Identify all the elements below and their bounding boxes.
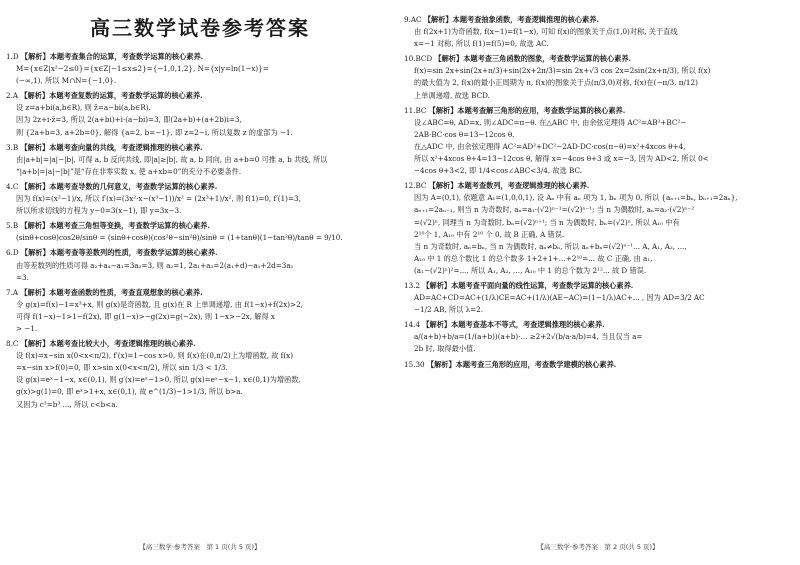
answer-item (404, 53, 792, 101)
answer-number: 2. (6, 91, 13, 101)
answer-item (6, 142, 394, 178)
answer-item-head (6, 287, 394, 299)
answer-item-head (404, 359, 792, 371)
answer-number: 4. (6, 181, 13, 191)
solution-line: 上单调递增, 故选 BCD. (414, 90, 490, 100)
solution-line: (sinθ+cosθ)cos2θ/sinθ = (sinθ+cosθ)(cos²θ−sin²θ)/sinθ = (1+tanθ)(1−tan²θ)/tanθ = 9/10. (16, 233, 343, 243)
solution-line: x=−1 对称, 所以 f(1)=f(5)=0, 故选 AC. (414, 39, 549, 49)
answer-number: 11. (404, 105, 416, 115)
answer-item-head (6, 181, 394, 193)
analysis-summary: 本题考查函数的性质，考查直观想象的核心素养. (49, 287, 203, 297)
analysis-tag: 【解析】 (422, 320, 452, 330)
answer-item-head (404, 280, 792, 292)
answer-number: 6. (6, 248, 13, 258)
solution-line: 因为 f(x)=(x²−1)/x, 所以 f′(x)=(3x²·x−(x³−1))/x² = (2x³+1)/x², 则 f(1)=0, f′(1)=3, (16, 194, 301, 204)
answer-item (404, 105, 792, 178)
solution-line: 在△ADC 中, 由余弦定理得 AC²=AD²+DC²−2AD·DC·cos(π−θ)=x²+4xcos θ+4, (414, 141, 686, 151)
solution-line: 设 z=a+bi(a,b∈R), 则 z̄=a−bi(a,b∈R). (16, 103, 151, 113)
footer-left: 【高三数学·参考答案 第 1 页(共 5 页)】 (139, 543, 261, 551)
analysis-tag: 【解析】 (20, 248, 50, 258)
answer-item (6, 247, 394, 283)
answer-choice: D (12, 52, 19, 61)
answer-item-head (6, 338, 394, 350)
analysis-tag: 【解析】 (20, 339, 50, 349)
analysis-tag: 【解析】 (20, 181, 50, 191)
right-answer-list (404, 14, 792, 371)
answer-choice: C (12, 181, 19, 191)
solution-line: 2AB·BC·cos θ=13−12cos θ. (414, 129, 515, 139)
solution-line: M={x∈Z|x²−2≤0}={x∈Z|−1≤x≤2}={−1,0,1,2}, N={x|y=ln(1−x)}= (16, 64, 269, 74)
solution-line: f(x)=sin 2x+sin(2x+π/3)+sin(2x+2π/3)=sin 2x+√3 cos 2x=2sin(2x+π/3), 所以 f(x) (414, 66, 711, 76)
solution-line: 可得 f(1−x)−1>1−f(2x), 即 g(1−x)>−g(2x)=g(−2x), 则 1−x>−2x, 解得 x (16, 311, 275, 321)
solution-line: 又因为 c³=b³ ..., 所以 c<b<a. (16, 399, 118, 409)
answer-item (6, 90, 394, 138)
answer-item-head (6, 142, 394, 154)
analysis-summary: 本题考查三角形的应用，考查数学建模的核心素养. (455, 359, 617, 369)
solution-line: (a₁−(√2)ⁿ)²=..., 所以 A₁, A₂, …, A₁₀ 中 1 的总个数为 2¹²... 故 D 错误. (414, 265, 647, 275)
analysis-summary: 本题考查解三角形的应用，考查数学运算的核心素养. (457, 105, 626, 115)
analysis-summary: 本题考查平面向量的线性运算，考查数学运算的核心素养. (451, 280, 634, 290)
analysis-tag: 【解析】 (434, 54, 464, 64)
answer-item (404, 280, 792, 316)
solution-line: 令 g(x)=f(x)−1=x³+x, 则 g(x)是奇函数, 且 g(x)在 R 上单调递增, 由 f(1−x)+f(2x)>2, (16, 299, 303, 309)
solution-line: 2b 时, 取得最小值. (414, 344, 476, 354)
answer-item (404, 359, 792, 371)
answer-item-head (404, 14, 792, 26)
solution-line: AD=AC+CD=AC+(1/λ)CE=AC+(1/λ)(AE−AC)=(1−1/λ)AC+... , 因为 AD=3/2 AC (414, 293, 705, 303)
solution-line: −1/2 AB, 所以 λ=2. (414, 305, 484, 315)
solution-line: 因为 2z+i·z̄=3, 所以 2(a+bi)+i·(a−bi)=3, 即(2a+b)+(a+2b)i=3, (16, 115, 242, 125)
analysis-summary: 本题考查抽象函数，考查逻辑推理的核心素养. (452, 15, 599, 24)
analysis-summary: 本题考查三角函数的图象，考查数学运算的核心素养. (463, 54, 632, 64)
answer-choice: AC (410, 15, 422, 24)
answer-number: 1. (6, 52, 13, 61)
solution-line: a/(a+b)+b/a=(1/(a+b))(a+b)·... ≥2+2√(b/a·a/b)=4, 当且仅当 a= (414, 332, 643, 342)
answer-choice: B (12, 142, 19, 152)
solution-line: aₙ₊₁=2aₙ₋₁, 则当 n 为奇数时, aₙ=a₁·(√2)ⁿ⁻¹=(√2)ⁿ⁻¹; 当 n 为偶数时, aₙ=a₂·(√2)ⁿ⁻² (414, 205, 695, 215)
answer-choice: C (12, 339, 19, 349)
solution-line: 由|a+b|=|a|−|b|, 可得 a, b 反向共线, 即|a|≥|b|, 故 a, b 同向, 由 a+b=0 可推 a, b 共线, 所以 (16, 154, 328, 164)
answer-item (6, 181, 394, 217)
solution-line: 由 f(2x+1)为奇函数, f(x−1)=f(1−x), 可知 f(x)的图象关于点(1,0)对称, 关于直线 (414, 27, 678, 37)
solution-line: 则 {2a+b=3, a+2b=0}, 解得 {a=2, b=−1}, 即 z=2−i, 所以复数 z 的虚部为 −1. (16, 127, 293, 137)
analysis-tag: 【解析】 (426, 359, 456, 369)
answer-item-head (404, 105, 792, 117)
answer-item (6, 338, 394, 411)
answer-number: 10. (404, 54, 416, 64)
answer-choice: BCD (415, 54, 433, 64)
answer-item-head (6, 90, 394, 102)
answer-number: 15. (404, 359, 416, 369)
analysis-summary: 本题考查导数的几何意义，考查数学运算的核心素养. (49, 181, 218, 191)
analysis-summary: 本题考查向量的共线，考查逻辑推理的核心素养. (49, 142, 203, 152)
answer-item (6, 220, 394, 244)
answer-number: 3. (6, 142, 13, 152)
solution-line: 的最大值为 2, f(x)的最小正周期为 π, f(x)的图象关于点(π/3,0)对称, f(x)在(−π/3, π/12) (414, 78, 698, 88)
answer-choice: 30 (415, 359, 425, 369)
answer-choice: D (12, 248, 19, 258)
solution-line: 所以 x²+4xcos θ+4=13−12cos θ, 解得 x=−4cos θ+3 或 x=−3, 因为 AD<2, 所以 0< (414, 154, 709, 164)
solution-line: “|a+b|=|a|−|b|”是“存在非零实数 x, 使 a+xb=0”的充分不必要条件. (16, 166, 242, 176)
answer-item-head (6, 51, 394, 63)
answer-choice: BC (415, 181, 427, 191)
answer-item (404, 14, 792, 50)
solution-line: −4cos θ+3<2, 即 1/4<cos∠ABC<3/4, 故选 BC. (414, 166, 583, 176)
analysis-tag: 【解析】 (20, 52, 50, 61)
analysis-summary: 本题考查比较大小，考查逻辑推理的核心素养. (49, 339, 196, 349)
answer-item-head (404, 319, 792, 331)
analysis-summary: 本题考查基本不等式，考查逻辑推理的核心素养. (451, 320, 605, 330)
analysis-summary: 本题考查集合的运算，考查数学运算的核心素养. (49, 52, 204, 61)
answer-number: 8. (6, 339, 13, 349)
answer-choice: B (12, 221, 19, 231)
answer-item (404, 180, 792, 277)
answer-item (6, 51, 394, 87)
analysis-summary: 本题考查数列，考查逻辑推理的核心素养. (457, 181, 590, 191)
analysis-summary: 本题考查复数的运算，考查数学运算的核心素养. (49, 91, 203, 101)
answer-item (404, 319, 792, 355)
solution-line: g(x)>g(1)=0, 即 eˣ>1+x, x∈(0,1), 故 e^(1/3)−1>1/3, 所以 b>a. (16, 387, 243, 397)
answer-item-head (6, 220, 394, 232)
answer-item-head (6, 247, 394, 259)
solution-line: =3. (16, 272, 29, 282)
solution-line: > −1. (16, 323, 38, 333)
analysis-summary: 本题考查等差数列的性质，考查数学运算的核心素养. (49, 248, 218, 258)
answer-choice: 2 (415, 280, 421, 290)
analysis-tag: 【解析】 (20, 287, 50, 297)
answer-choice: A (12, 91, 19, 101)
solution-line: 由等差数列的性质可得 a₂+a₄−a₁=3a₂=3, 则 a₂=1, 2a₁+a₃=2(a₁+d)−a₁+2d=3a₁ (16, 260, 294, 270)
solution-line: =x−sin x>f(0)=0, 即 x>sin x(0<x<π/2), 所以 sin 1/3 < 1/3. (16, 363, 228, 373)
solution-line: 设 f(x)=x−sin x(0<x<π/2), f′(x)=1−cos x>0, 则 f(x)在(0,π/2)上为增函数, 故 f(x) (16, 351, 293, 361)
solution-line: 2¹⁰个 1, A₁₀ 中有 2¹⁰ 个 0, 故 B 正确, A 错误. (414, 229, 565, 239)
footer-right: 【高三数学·参考答案 第 2 页(共 5 页)】 (537, 543, 659, 551)
solution-line: 设 g(x)=eˣ−1−x, x∈(0,1), 则 g′(x)=eˣ−1>0, 所以 g(x)=eˣ−x−1, x∈(0,1)为增函数, (16, 375, 301, 385)
solution-line: A₁₀ 中 1 的总个数比 1 的总个数多 1+2+1+…+2¹⁰=... 故 C 正确, 由 a₁, (414, 253, 653, 263)
answer-choice: BC (415, 105, 427, 115)
analysis-tag: 【解析】 (428, 105, 458, 115)
solution-line: 当 n 为奇数时, aₙ=bₙ, 当 n 为偶数时, aₙ≠bₙ, 所以 aₙ+bₙ=(√2)ⁿ⁻¹... A, A₁, A₂, …, (414, 241, 687, 251)
answer-number: 5. (6, 221, 13, 231)
solution-line: (−∞,1), 所以 M∩N={−1,0}. (16, 76, 117, 86)
left-column (6, 0, 394, 565)
answer-choice: 4 (415, 320, 421, 330)
analysis-tag: 【解析】 (428, 181, 458, 191)
left-answer-list (6, 51, 394, 411)
answer-number: 13. (404, 280, 416, 290)
answer-number: 12. (404, 181, 416, 191)
answer-item-head (404, 53, 792, 65)
solution-line: =(√2)ⁿ, 同理当 n 为奇数时, bₙ=(√2)ⁿ⁺¹; 当 n 为偶数时, bₙ=(√2)ⁿ, 所以 A₁₀ 中有 (414, 217, 680, 227)
answer-item (6, 287, 394, 335)
analysis-tag: 【解析】 (20, 142, 50, 152)
answer-number: 9. (404, 15, 411, 24)
answer-choice: A (12, 287, 19, 297)
analysis-summary: 本题考查三角恒等变换，考查数学运算的核心素养. (49, 221, 210, 231)
answer-number: 7. (6, 287, 13, 297)
page-title: 高三数学试卷参考答案 (90, 16, 310, 40)
answer-number: 14. (404, 320, 416, 330)
analysis-tag: 【解析】 (20, 221, 50, 231)
analysis-tag: 【解析】 (423, 15, 453, 24)
solution-line: 所以所求切线的方程为 y−0=3(x−1), 即 y=3x−3. (16, 206, 182, 216)
analysis-tag: 【解析】 (20, 91, 50, 101)
analysis-tag: 【解析】 (422, 280, 452, 290)
answer-item-head (404, 180, 792, 192)
solution-line: 因为 A=(0,1), 依题意 A₁=(1,0,0,1), 设 Aₙ 中有 aₙ 项为 1, bₙ 项为 0, 所以 {aₙ₊₁=bₙ, bₙ₊₁=2aₙ}, (414, 193, 738, 203)
solution-line: 设∠ABC=θ, AD=x, 则∠ADC=π−θ. 在△ABC 中, 由余弦定理得 AC²=AB²+BC²− (414, 117, 687, 127)
right-column (404, 0, 792, 565)
